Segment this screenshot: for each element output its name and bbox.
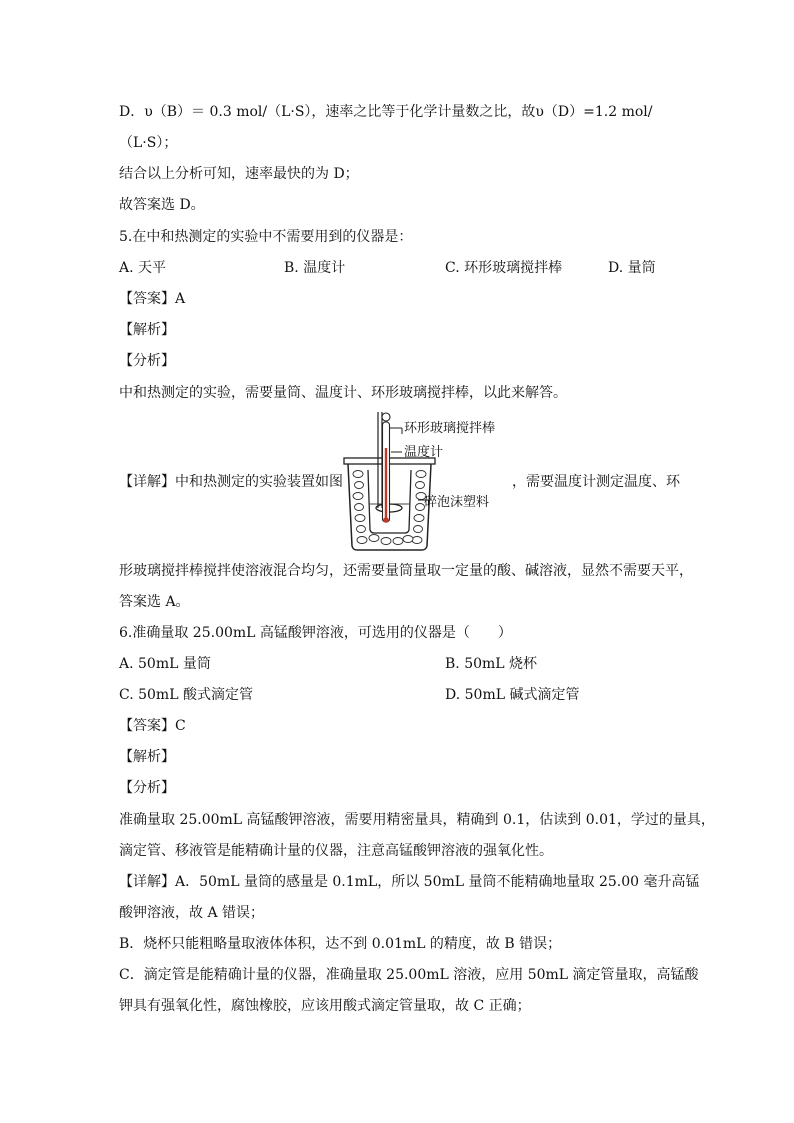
text-line: B．烧杯只能粗略量取液体体积，达不到 0.01mL 的精度，故 B 错误； [119, 936, 562, 952]
text-line: 故答案选 D。 [119, 197, 205, 213]
text-line: 结合以上分析可知，速率最快的为 D； [119, 166, 359, 182]
text-line: 答案选 A。 [119, 594, 190, 610]
text-line: D．υ（B）＝ 0.3 mol/（L·S），速率之比等于化学计量数之比，故υ（D）=1.2 mol/ [119, 104, 653, 120]
question-6: 6.准确量取 25.00mL 高锰酸钾溶液，可选用的仪器是（ ） [119, 625, 512, 641]
calorimeter-diagram [338, 408, 510, 552]
analysis-label: 【解析】 [119, 749, 175, 765]
text-line: 钾具有强氧化性，腐蚀橡胶，应该用酸式滴定管量取，故 C 正确； [119, 998, 531, 1014]
analysis-label: 【解析】 [119, 322, 175, 338]
text-line: 滴定管、移液管是能精确计量的仪器，注意高锰酸钾溶液的强氧化性。 [119, 843, 553, 859]
q6-option-d: D. 50mL 碱式滴定管 [445, 687, 580, 703]
label-foam: 碎泡沫塑料 [424, 495, 490, 510]
text-line: 【详解】A．50mL 量筒的感量是 0.1mL，所以 50mL 量筒不能精确地量取 25.00 毫升高锰 [119, 874, 700, 890]
text-line: 准确量取 25.00mL 高锰酸钾溶液，需要用精密量具，精确到 0.1，估读到 0.01，学过的量具， [119, 812, 715, 828]
answer-label: 【答案】C [119, 718, 186, 734]
label-thermometer: 温度计 [404, 445, 444, 460]
detail-line-cont: ，需要温度计测定温度、环 [512, 474, 680, 490]
q5-option-d: D. 量筒 [608, 260, 656, 276]
q5-option-b: B. 温度计 [284, 260, 346, 276]
label-stirrer: 环形玻璃搅拌棒 [404, 421, 496, 436]
analysis-sub-label: 【分析】 [119, 353, 175, 369]
analysis-sub-label: 【分析】 [119, 780, 175, 796]
q6-option-b: B. 50mL 烧杯 [445, 656, 538, 672]
text-line: 形玻璃搅拌棒搅拌使溶液混合均匀，还需要量筒量取一定量的酸、碱溶液，显然不需要天平， [119, 563, 693, 579]
question-5: 5.在中和热测定的实验中不需要用到的仪器是： [119, 229, 413, 245]
apparatus-figure [338, 408, 510, 552]
detail-label-line: 【详解】中和热测定的实验装置如图 [119, 474, 343, 490]
answer-label: 【答案】A [119, 291, 186, 307]
text-line: （L·S）； [119, 135, 178, 151]
q6-option-a: A. 50mL 量筒 [119, 656, 211, 672]
text-line: 酸钾溶液，故 A 错误； [119, 905, 265, 921]
q6-option-c: C. 50mL 酸式滴定管 [119, 687, 253, 703]
text-line: 中和热测定的实验，需要量筒、温度计、环形玻璃搅拌棒，以此来解答。 [119, 385, 567, 401]
q5-option-c: C. 环形玻璃搅拌棒 [445, 260, 563, 276]
text-line: C．滴定管是能精确计量的仪器，准确量取 25.00mL 溶液，应用 50mL 滴定管量取，高锰酸 [119, 967, 699, 983]
q5-option-a: A. 天平 [119, 260, 167, 276]
